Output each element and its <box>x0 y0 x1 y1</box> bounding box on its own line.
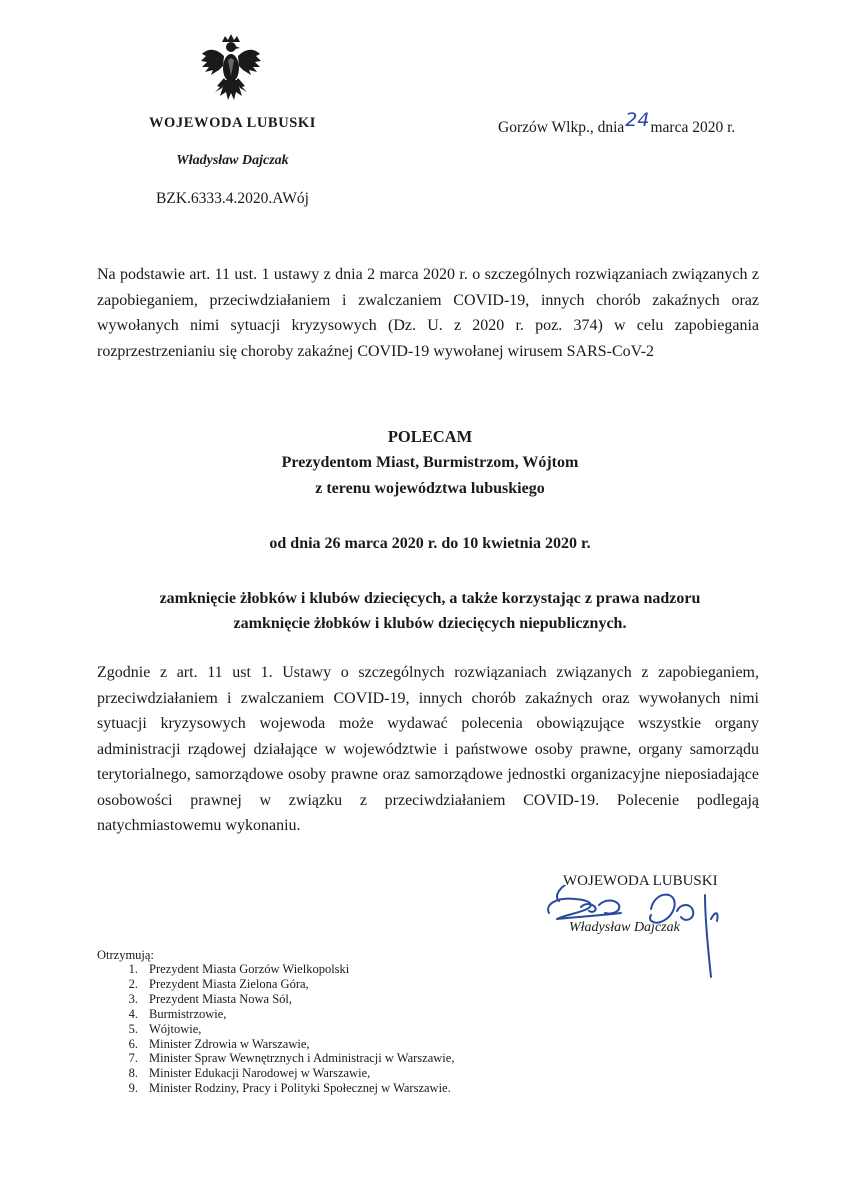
intro-paragraph: Na podstawie art. 11 ust. 1 ustawy z dnia 2 marca 2020 r. o szczególnych rozwiązaniach związanych z zapobieganiem, przeciwdziałaniem i zwalczaniem COVID-19, innych chorób zakaźnych oraz wywołanych nimi sytuacji kryzysowych (Dz. U. z 2020 r. poz. 374) w celu zapobiegania rozprzestrzenianiu się choroby zakaźnej COVID-19 wywołanej wirusem SARS-CoV-2 <box>97 266 759 360</box>
signature-name: Władysław Dajczak <box>569 920 680 935</box>
list-item <box>112 1007 454 1022</box>
list-item-number: 5. <box>128 1021 138 1036</box>
eagle-emblem-icon <box>200 34 262 106</box>
list-item-text: Minister Spraw Wewnętrznych i Administracji w Warszawie, <box>149 1051 455 1066</box>
order-subject-line-1: zamknięcie żłobków i klubów dziecięcych, a także korzystając z prawa nadzoru <box>159 590 701 607</box>
list-item-number: 8. <box>128 1066 138 1081</box>
list-item <box>112 1066 454 1081</box>
list-item-number: 1. <box>128 962 138 976</box>
place-date <box>498 109 736 137</box>
place-date-prefix: Gorzów Wlkp., dnia <box>498 119 625 136</box>
list-item-number: 7. <box>128 1051 138 1066</box>
recipients-list <box>112 962 454 1096</box>
list-item <box>112 1037 454 1052</box>
order-subject-line-2: zamknięcie żłobków i klubów dziecięcych niepublicznych. <box>233 615 627 632</box>
list-item <box>112 992 454 1007</box>
list-item <box>112 1022 454 1037</box>
list-item <box>112 962 454 977</box>
list-item-text: Wójtowie, <box>149 1021 202 1036</box>
list-item-number: 9. <box>128 1081 138 1096</box>
list-item <box>112 1051 454 1066</box>
recipients-title: Otrzymują: <box>97 948 154 962</box>
list-item <box>112 1081 454 1096</box>
signature-office: WOJEWODA LUBUSKI <box>563 873 718 889</box>
list-item-text: Prezydent Miasta Gorzów Wielkopolski <box>149 962 350 976</box>
list-item-number: 3. <box>128 991 138 1006</box>
order-region: z terenu województwa lubuskiego <box>315 480 545 497</box>
list-item-number: 2. <box>128 976 138 991</box>
list-item-text: Burmistrzowie, <box>149 1006 227 1021</box>
list-item-text: Prezydent Miasta Zielona Góra, <box>149 976 309 991</box>
reference-number: BZK.6333.4.2020.AWój <box>156 190 309 207</box>
list-item-text: Minister Zdrowia w Warszawie, <box>149 1036 310 1051</box>
list-item-number: 4. <box>128 1006 138 1021</box>
order-heading: POLECAM <box>387 427 473 446</box>
order-addressees: Prezydentom Miast, Burmistrzom, Wójtom <box>281 454 579 471</box>
list-item-text: Minister Rodziny, Pracy i Polityki Społecznej w Warszawie. <box>149 1081 451 1096</box>
list-item-number: 6. <box>128 1036 138 1051</box>
handwritten-day: 24 <box>625 109 650 131</box>
list-item-text: Prezydent Miasta Nowa Sól, <box>149 991 293 1006</box>
list-item-text: Minister Edukacji Narodowej w Warszawie, <box>149 1066 371 1081</box>
list-item <box>112 977 454 992</box>
place-date-suffix: marca 2020 r. <box>650 119 736 136</box>
office-title: WOJEWODA LUBUSKI <box>148 115 317 131</box>
order-period: od dnia 26 marca 2020 r. do 10 kwietnia 2020 r. <box>269 535 591 552</box>
order-subject <box>60 586 800 636</box>
handwritten-signature-icon <box>535 885 735 980</box>
governor-name: Władysław Dajczak <box>176 153 289 168</box>
legal-paragraph: Zgodnie z art. 11 ust 1. Ustawy o szczególnych rozwiązaniach związanych z zapobieganiem, przeciwdziałaniem i zwalczaniem COVID-19, innych chorób zakaźnych oraz wywołanych nimi sytuacji kryzysowych wojewoda może wydawać polecenia obowiązujące wszystkie organy administracji rządowej działające w województwie i państwowe osoby prawne, organy samorządu terytorialnego, samorządowe osoby prawne oraz samorządowe jednostki organizacyjne nieposiadające osobowości prawnej w związku z przeciwdziałaniem COVID-19. Polecenie podlegają natychmiastowemu wykonaniu. <box>97 664 759 834</box>
